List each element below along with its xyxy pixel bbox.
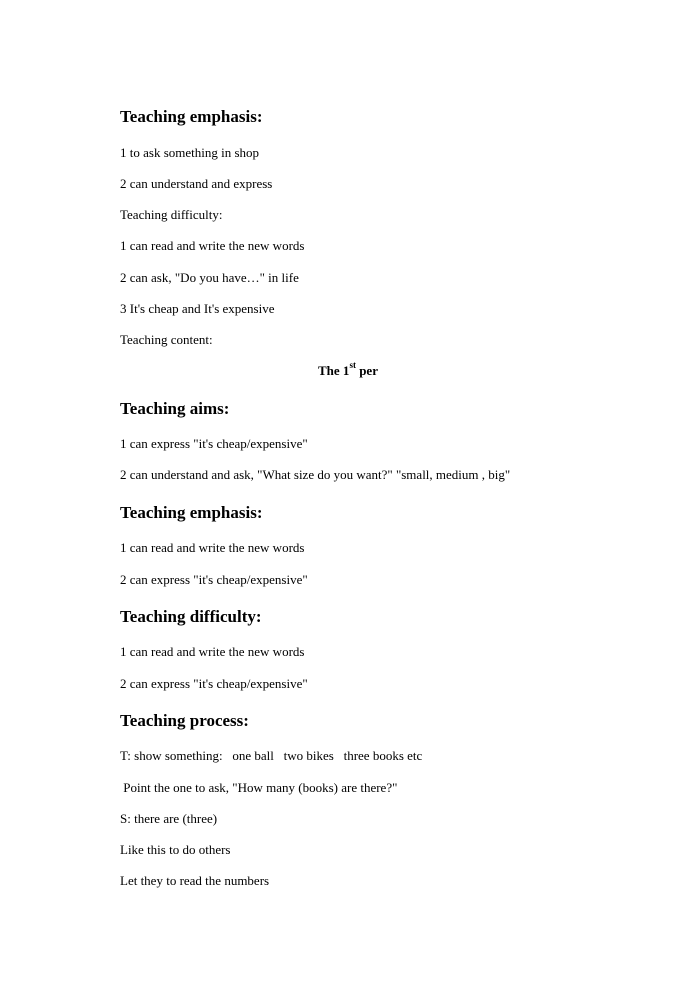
period-title — [0, 359, 696, 379]
text-line: 1 can read and write the new words — [120, 540, 305, 555]
period-title-superscript: st — [349, 359, 356, 370]
text-line: 1 can read and write the new words — [120, 644, 305, 659]
text-line: Point the one to ask, "How many (books) are there?" — [120, 780, 398, 795]
text-line: Let they to read the numbers — [120, 873, 270, 888]
text-line: S: there are (three) — [120, 811, 218, 826]
period-title-suffix: per — [355, 363, 378, 378]
text-line: Like this to do others — [120, 842, 231, 857]
text-line: T: show something: one ball two bikes three books etc — [120, 748, 423, 763]
text-line: Teaching difficulty: — [120, 207, 223, 222]
text-line: 2 can express "it's cheap/expensive" — [120, 572, 308, 587]
heading-teaching-process: Teaching process: — [120, 711, 249, 730]
text-line: 2 can understand and ask, "What size do you want?" "small, medium , big" — [120, 467, 511, 482]
text-line: 2 can understand and express — [120, 176, 273, 191]
text-line: 1 to ask something in shop — [120, 145, 260, 160]
heading-teaching-difficulty: Teaching difficulty: — [120, 607, 262, 626]
text-line: 1 can read and write the new words — [120, 238, 305, 253]
text-line: 2 can ask, "Do you have…" in life — [120, 270, 299, 285]
text-line: 3 It's cheap and It's expensive — [120, 301, 275, 316]
heading-teaching-emphasis: Teaching emphasis: — [120, 107, 263, 126]
heading-teaching-aims: Teaching aims: — [120, 399, 230, 418]
text-line: 1 can express "it's cheap/expensive" — [120, 436, 308, 451]
text-line: 2 can express "it's cheap/expensive" — [120, 676, 308, 691]
heading-teaching-emphasis-2: Teaching emphasis: — [120, 503, 263, 522]
period-title-prefix: The 1 — [318, 363, 350, 378]
text-line: Teaching content: — [120, 332, 213, 347]
